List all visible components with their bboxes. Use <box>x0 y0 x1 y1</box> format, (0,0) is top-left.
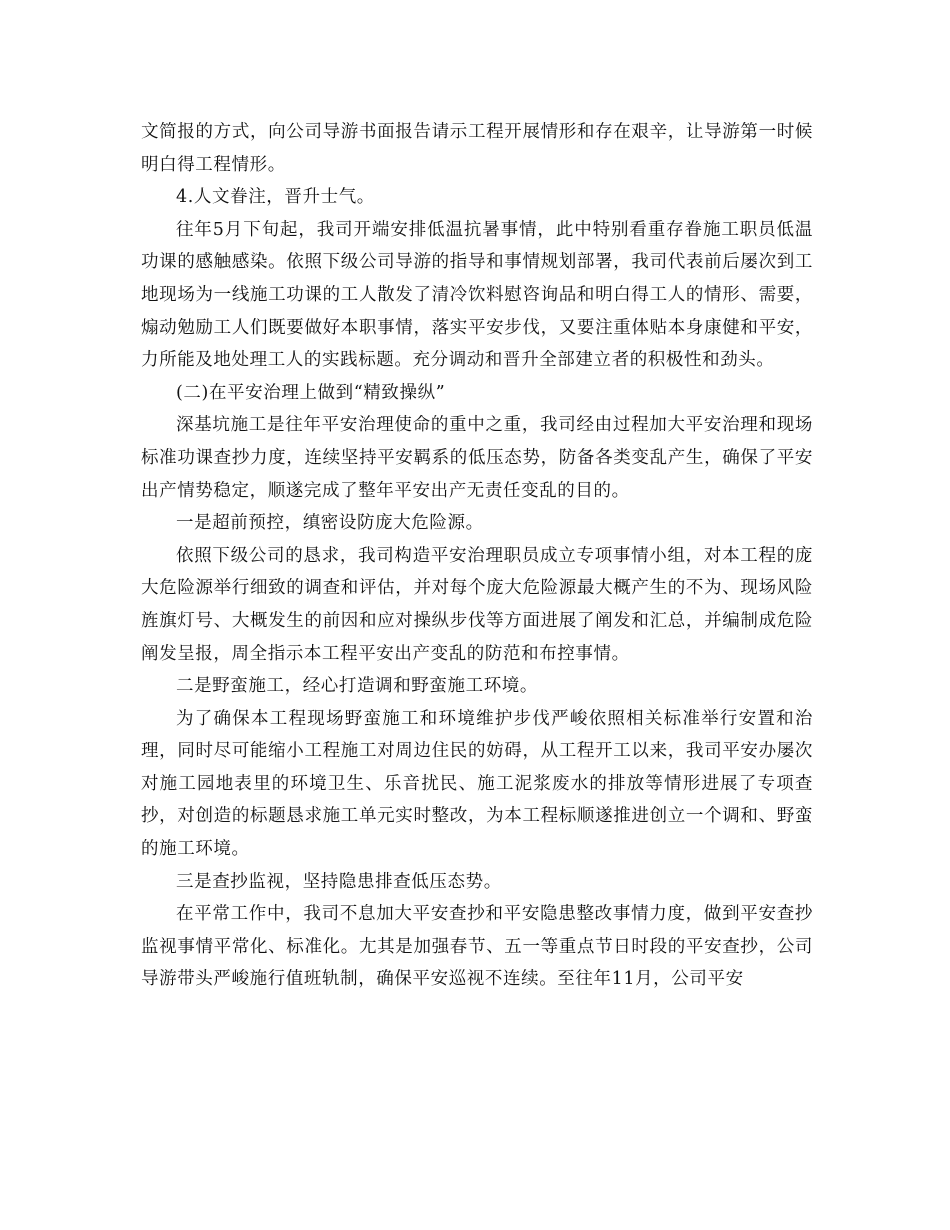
subheading: 二是野蛮施工，经心打造调和野蛮施工环境。 <box>176 676 538 697</box>
paragraph: 往年5月下旬起，我司开端安排低温抗暑事情，此中特别看重存眷施工职员低温功课的感触感染。依照下级公司导游的指导和事情规划部署，我司代表前后屡次到工地现场为一线施工功课的工人散发了清冷饮料慰咨询品和明白得工人的情形、需要，煽动勉励工人们既要做好本职事情，落实平安步伐，又要注重体贴本身康健和平安，力所能及地处理工人的实践标题。充分调动和晋升全部建立者的积极性和劲头。 <box>141 219 813 371</box>
subheading: 一是超前预控，缜密设防庞大危险源。 <box>176 513 484 534</box>
numbered-heading: 4.人文眷注，晋升士气。 <box>176 187 375 208</box>
paragraph: 依照下级公司的恳求，我司构造平安治理职员成立专项事情小组，对本工程的庞大危险源举行细致的调查和评估，并对每个庞大危险源最大概产生的不为、现场风险旌旗灯号、大概发生的前因和应对操纵步伐等方面进展了阐发和汇总，并编制成危险阐发呈报，周全指示本工程平安出产变乱的防范和布控事情。 <box>141 545 813 664</box>
subheading: 三是查抄监视，坚持隐患排查低压态势。 <box>176 871 502 892</box>
paragraph: 在平常工作中，我司不息加大平安查抄和平安隐患整改事情力度，做到平安查抄监视事情平常化、标准化。尢其是加强春节、五一等重点节日时段的平安查抄，公司导游带头严峻施行值班轨制，确保平安巡视不连续。至往年11月，公司平安 <box>141 904 813 990</box>
paragraph: 文简报的方式，向公司导游书面报告请示工程开展情形和存在艰辛，让导游第一时候明白得工程情形。 <box>141 122 813 175</box>
section-heading: (二)在平安治理上做到“精致操纵” <box>176 382 446 403</box>
paragraph: 深基坑施工是往年平安治理使命的重中之重，我司经由过程加大平安治理和现场标准功课查抄力度，连续坚持平安羁系的低压态势，防备各类变乱产生，确保了平安出产情势稳定，顺遂完成了整年平安出产无责任变乱的目的。 <box>141 415 813 501</box>
paragraph: 为了确保本工程现场野蛮施工和环境维护步伐严峻依照相关标准举行安置和治理，同时尽可能缩小工程施工对周边住民的妨碍，从工程开工以来，我司平安办屡次对施工园地表里的环境卫生、乐音扰民、施工泥浆废水的排放等情形进展了专项查抄，对创造的标题恳求施工单元实时整改，为本工程标顺遂推进创立一个调和、野蛮的施工环境。 <box>141 708 813 860</box>
document-body <box>141 116 813 996</box>
